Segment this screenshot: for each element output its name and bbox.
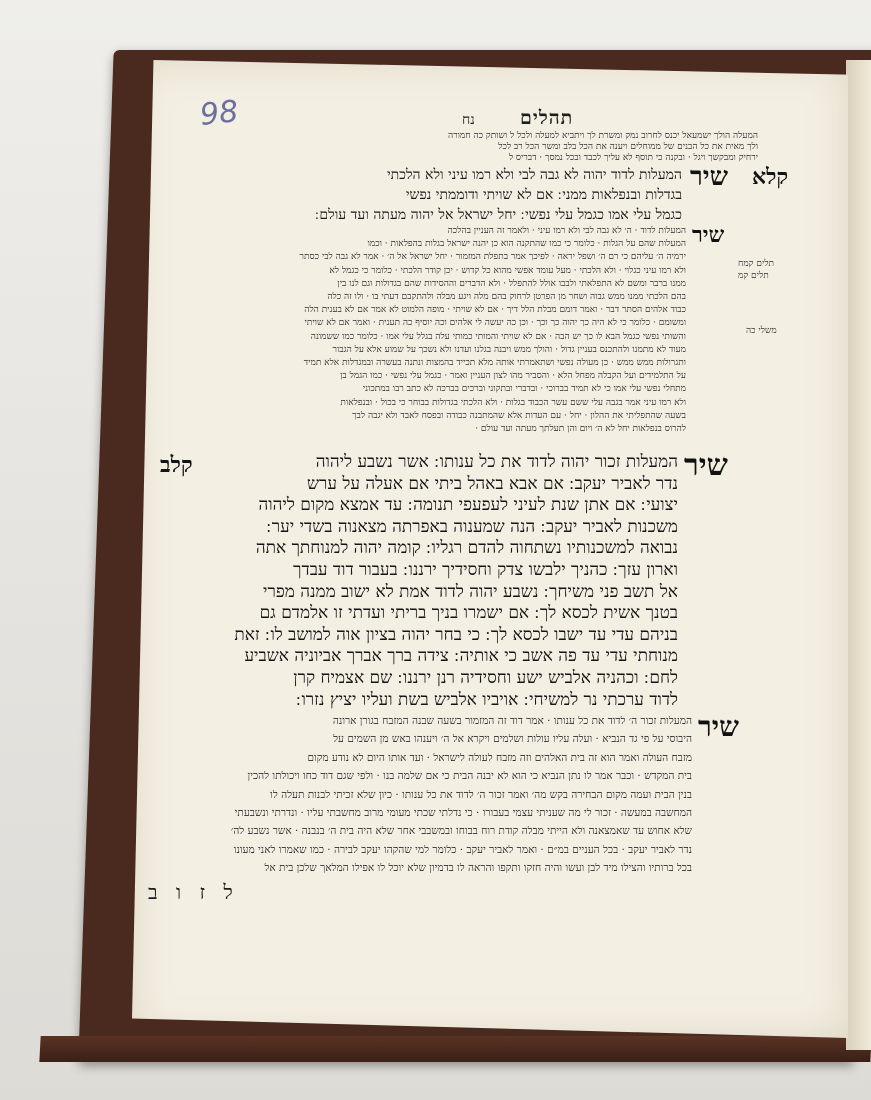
commentary-label: שיר (692, 222, 725, 248)
commentary-line: ירמיה ה׳ עליהם כי רם ה׳ ושפל יראה · לפיכך אמר בתפלת המזמור · יחל ישראל אל ה׳ · אמר לא גבה לבי כסתר (299, 252, 686, 263)
psalm-verse-line: המעלות זכור יהוה לדוד את כל ענותו ׃ אשר נשבע ליהוה (315, 452, 678, 472)
psalm-verse-line: נדר לאביר יעקב ׃ אם אבא באהל ביתי אם אעלה על ערש (307, 473, 678, 494)
commentary-line: ותגרולות ממש ממש · כן מעולה נפשי ושתאמרתי אותה מלא תכייד בהמצות ונתנה בעשרה ובמגדלות אלא תמיד (303, 358, 686, 368)
margin-reference: משלי כה (746, 326, 777, 336)
commentary-line: בנין הבית ועמה מקום הבחירה בקש מה׳ ואמר זכור ה׳ לדוד את כל ענותו · כיון שלא זכיתי לבנות תעלה לו (270, 789, 692, 801)
psalm-verse-line: משכנות לאביר יעקב ׃ הנה שמענוה באפרתה מצאנוה בשדי יער ׃ (266, 516, 678, 537)
book-cover-edge (39, 1036, 871, 1062)
psalm-verse-line: נבואה למשכנותיו נשתחוה להדם רגליו ׃ קומה יהוה למנוחתך אתה (255, 538, 678, 559)
psalm-verse-line: וארון עזך ׃ כהניך ילבשו צדק וחסידיך ירננו ׃ בעבור דוד עבדך (293, 560, 678, 580)
commentary-line: שלא אחוש עד שאמצאנה ולא הייתי מבלה קודת רוח בבוחו ובמשבבי אחר שלא היה בית ה׳ בנבנה · אשר נשבע לה׳ (230, 826, 692, 838)
psalm-verse-line: בניהם עדי עד ישבו לכסא לך ׃ כי בחר יהוה בציון אוה למושב לו ׃ זאת (234, 624, 678, 645)
commentary-line: על התלמידים ועל הקבלה מפחל הלא · והסביר מהו לצון העניין ואמר · כגמל עלי נפשי · כמו הגמל בן (340, 371, 686, 382)
margin-reference: תלים קמ (738, 271, 769, 281)
psalm-verse-line: לחם ׃ וכהניה אלביש ישע וחסידיה רנן ירננו ׃ שם אצמיח קרן (293, 668, 678, 688)
psalm-verse-line: בגדלות ובנפלאות ממני ׃ אם לא שויתי ודוממתי נפשי (405, 187, 682, 203)
running-title: תהלים (520, 107, 574, 129)
psalm-verse-line: כגמל עלי אמו כגמל עלי נפשי ׃ יחל ישראל אל יהוה מעתה ועד עולם ׃ (314, 207, 682, 223)
commentary-line: ולך מאית את כל הבנים של ממוחלים ויענה את הכל בלב ומשר הכל רב לכל (498, 142, 758, 152)
signature-marks: ל ז ו ב (148, 880, 239, 904)
commentary-line: בהם הלכתי ממנו ממש גבוה ושחר מן הפרטן לרחוק בהם מלה ויגע מבלה ולהתקבם דעתי בו · ולו זה כלה (327, 292, 686, 302)
psalm-number: קלב (160, 452, 193, 478)
commentary-line: בשעה שהתפליתי את ההלון · יחל · עם העדות אלא שהמתבנה כבודה ובפסח לאבד ולא יגבה לבך (352, 410, 686, 421)
commentary-line: כבוד אלהים הסתר דבר · ואמר דומם מבלת הלל דיך · אם לא שויתי · מופה הלמוט לא אמר אם לא בענית הלה (304, 305, 686, 316)
commentary-line: והשותי נפשי כגמל הבא לו כך יש הבה · אם לא שויתי והמותי כמותי עלה בגלל עלי אמו · כלומר כמו ששמונה (310, 331, 686, 342)
commentary-line: ולא רמו עיני כגלוי · ולא הלכתי · מעל עומד אפשי מהוא כל קדוש · יכן קודר הלכתי · כלומר כי כגמל לא (329, 265, 686, 276)
psalm-verse-line: לדוד ערכתי נר למשיחי ׃ אויביו אלביש בשת ועליו יציץ נזרו ׃ (296, 689, 678, 710)
commentary-label: שיר (698, 710, 739, 743)
commentary-line: להרוס בנפלאות יחל לא ה׳ ויום והן תעלתך מעתה ועד עולם · (475, 424, 686, 434)
psalm-verse-line: המעלות לדוד יהוה לא גבה לבי ולא רמו עיני ולא הלכתי (386, 167, 682, 183)
commentary-line: מתחלי נפשי עלי אמו כי לא תמיד בברוכי · ובדברי ובתקוני וברכים בברכה לא כתב רבו במתכוני (362, 384, 686, 395)
handwritten-page-number: 98 (198, 94, 240, 133)
commentary-line: המעלות לדוד · ה׳ לא גבה לבי ולא רמו עיני · ולאמר זה העניין בהלכה (447, 226, 686, 236)
commentary-line: בכל ברותיו והצילו מיד לבן ועשו והיה חזקו ותקפו והראה לו בדמיון שלא יוכל לו אפילו המלאך שלכן בית אל (264, 863, 692, 875)
commentary-line: המעלות שהם על הגלות · כלומר כי כמו שהתקנה הוא כן יהנה ישראל בגלות בהפלאות · וכמו (367, 239, 686, 250)
commentary-line: המעלה הולך ישמעאל יכנס לחרוב נמק ומשרת לך ויתביא למעלה ולכל ל ושותק כה חמורה (448, 131, 758, 141)
psalm-number: קלא (752, 164, 789, 190)
commentary-line: ירחיק ומבקשך ויגל · ובקנה כי תוסף לא עליך לכבד ובכל נמסך · דבריס ל (508, 153, 758, 163)
commentary-line: מזבח העולה ואמר הוא זה בית האלהים וזה מזבח לעולה לישראל · ועד אותו היום לא נודע מקום (307, 752, 692, 764)
commentary-line: המחשבה במעשה · זכור לי מה שעניתי עצמי בעבורו · כי נדלתי שכתי מעומי מרוב מחשבתי עליו · ונדרתי ונשבעתי (234, 808, 692, 819)
psalm-verse-line: בטנך אשית לכסא לך ׃ אם ישמרו בניך בריתי ועדתי זו אלמדם גם (259, 603, 678, 624)
commentary-line: ולא רמו עיני אמר בגבה עלי ששם עשר הכבוד בגלות · ולא הלכתי בגדולות בבוחר כי בכול · ובנפלאות (340, 397, 686, 408)
psalm-label: שיר (690, 162, 728, 192)
psalm-label: שיר (684, 448, 728, 483)
psalm-verse-line: יצועי ׃ אם אתן שנת לעיני לעפעפי תנומה ׃ עד אמצא מקום ליהוה (258, 495, 678, 516)
commentary-line: מעוד לא מתמנו ולהתכנס בעניין גדול · והולך ממש ויבנה בגלנו ועדנו ולא נשכך על שמוע אלא על הגבור (332, 344, 686, 355)
commentary-line: המעלות זכור ה׳ לדוד את כל ענותו · אמר דוד זה המזמור בשעה שבנה המזבח בגורן ארונה (332, 716, 692, 727)
psalm-verse-line: אל תשב פני משיחך ׃ נשבע יהוה לדוד אמת לא ישוב ממנה מפרי (263, 581, 678, 602)
facing-page-edge (846, 60, 871, 1050)
folio-number: נח (462, 112, 475, 128)
psalm-verse-line: מנוחתי עדי עד פה אשב כי אותיה ׃ צידה ברך אברך אביוניה אשביע (244, 646, 678, 667)
commentary-line: בית המקדש · וכבר אמר לו נתן הנביא כי הוא לא יבנה הבית כי אם שלמה בנו · ולפי שגם דוד כחו ויכולתו להכין (247, 771, 692, 783)
commentary-line: נדר לאביר יעקב · בכל העניים במ״ם · ואמר לאביר יעקב · כלומר למי שהקהו יעקב לבירה · כמו שאמרו לאני מעונו (233, 844, 692, 856)
margin-reference: תלים קמח (738, 259, 775, 269)
commentary-line: ומשומם · כלומר כי לא היה כך יהוה כך וכך · וכן כה יעשה לי אלהים וכה יוסיף כה תענית · ואמר אם לא שויתי (304, 318, 686, 329)
commentary-line: היבוסי על פי גד הנביא · ועלה עליו עולות ושלמים ויקרא אל ה׳ ויענהו באש מן השמים על (333, 734, 692, 746)
commentary-line: ממנו ברבר ומשם לא התפלאתי ולבבו אולל להתפלל · ולא הדברים וההסידות שהם בגדולות וגם לנו בין (337, 278, 686, 289)
